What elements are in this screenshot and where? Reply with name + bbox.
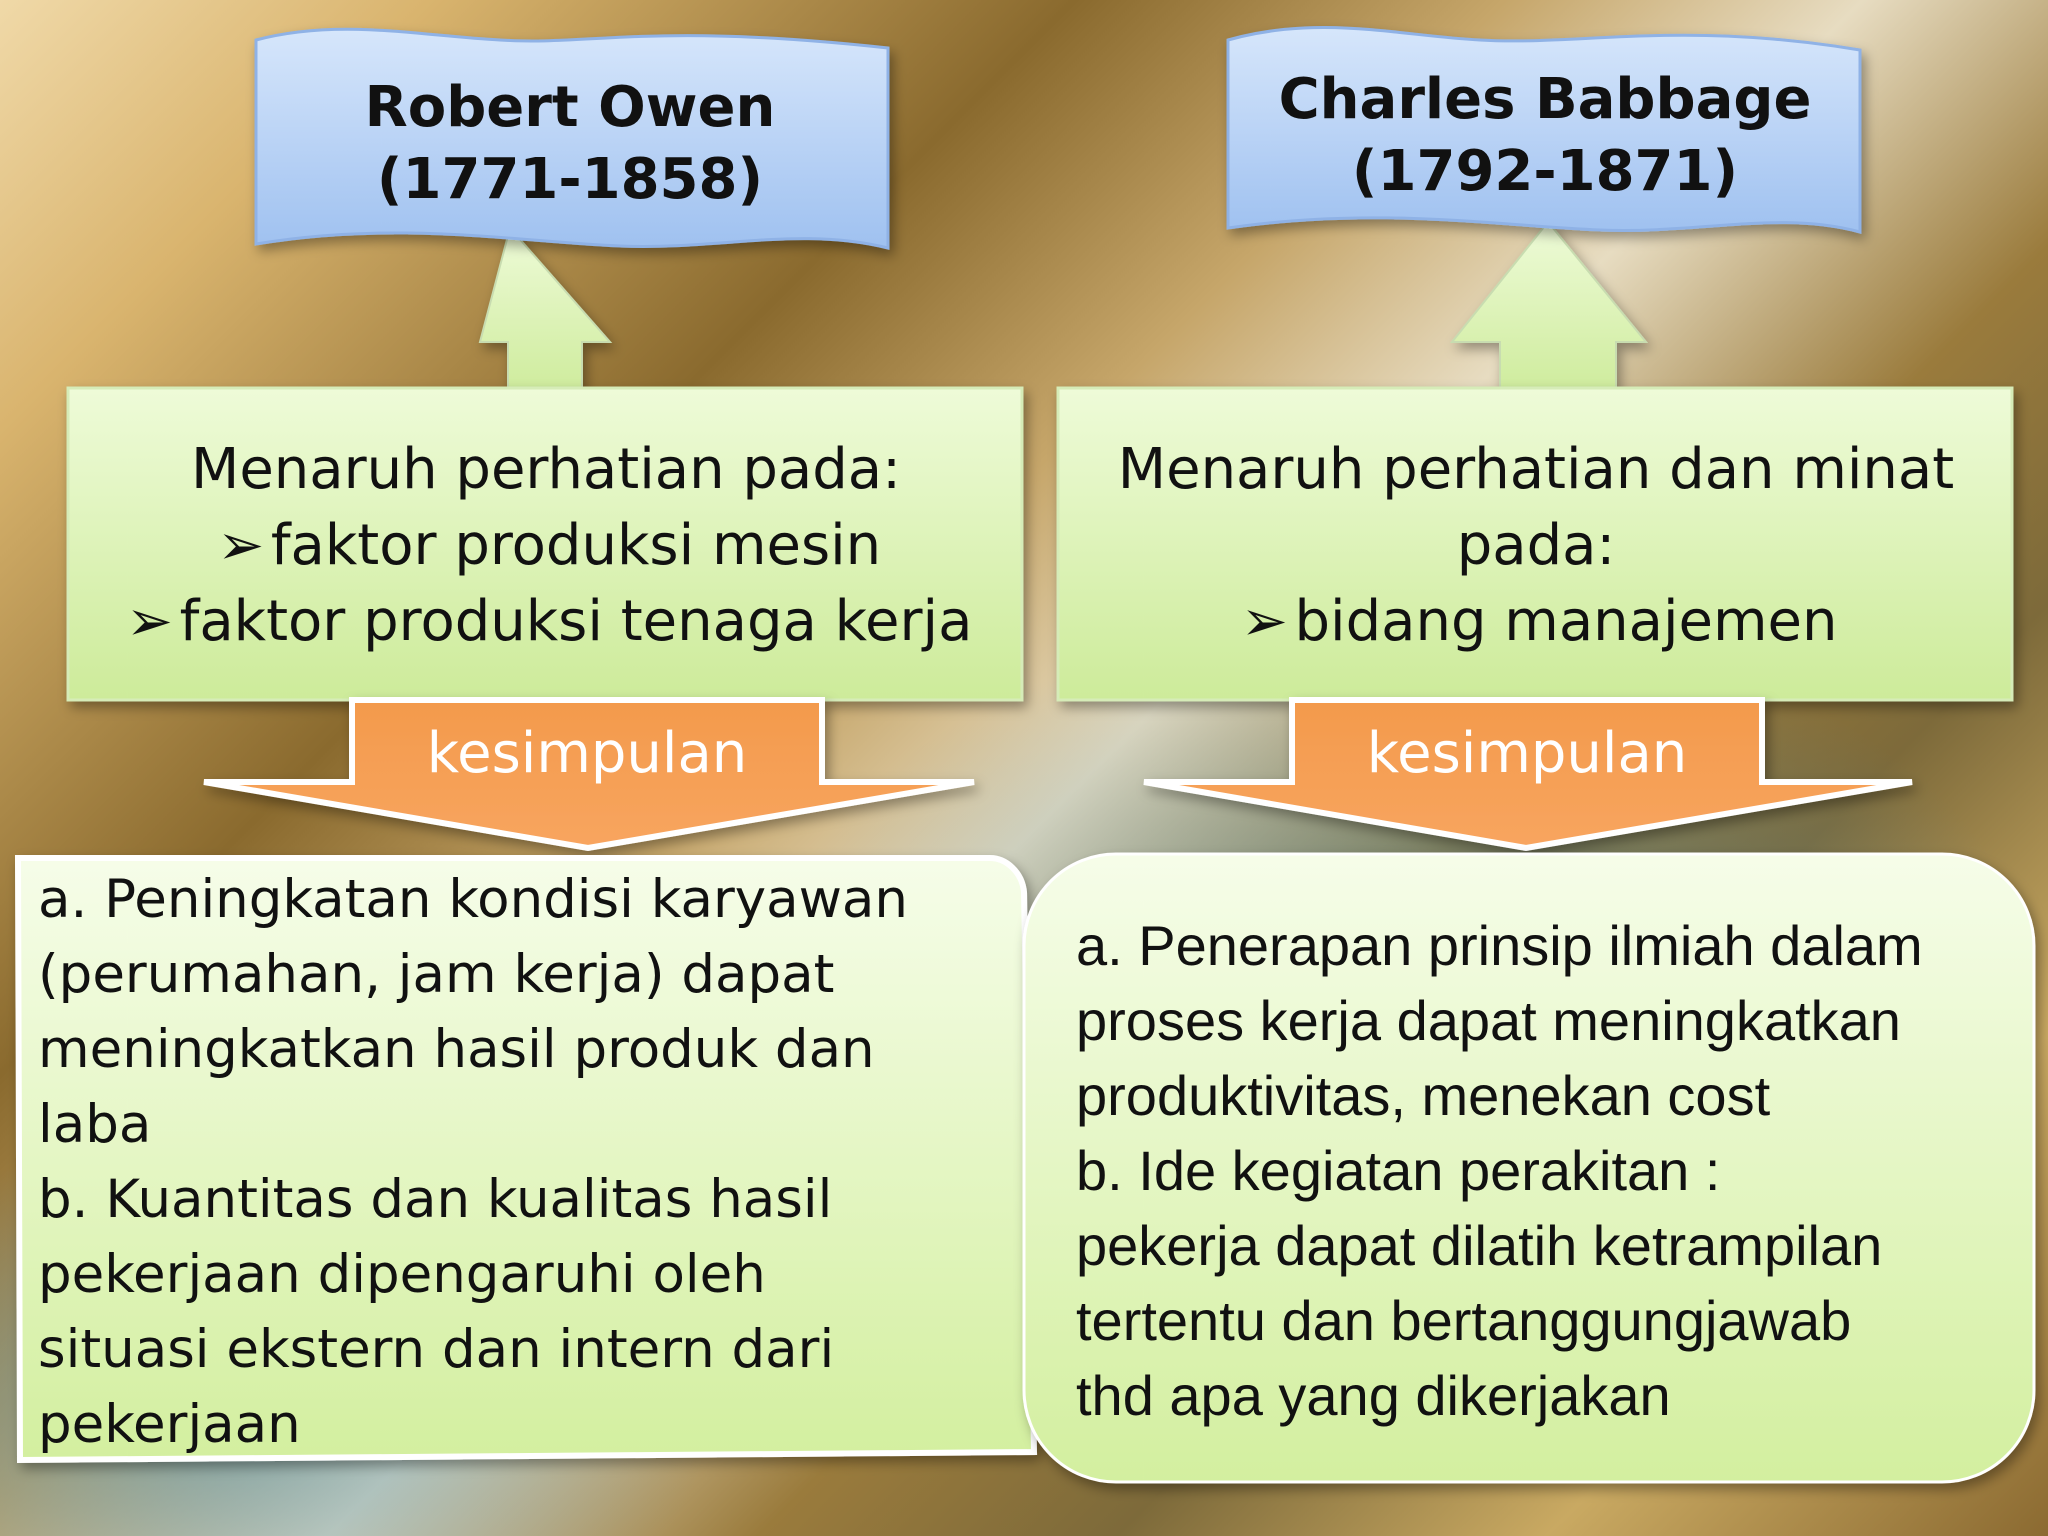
right-focus-heading-2: pada:	[1456, 513, 1616, 578]
left-focus-heading: Menaruh perhatian pada:	[191, 437, 901, 502]
left-focus-text	[74, 432, 1018, 660]
right-name: Charles Babbage	[1278, 67, 1812, 132]
right-focus-text	[1064, 432, 2008, 660]
right-years: (1792-1871)	[1351, 139, 1739, 204]
right-focus-bullet-1: ➢ bidang manajemen	[1064, 584, 2008, 660]
left-focus-bullet-1: ➢ faktor produksi mesin	[74, 508, 1018, 584]
left-conclusion-text: a. Peningkatan kondisi karyawan (perumahan, jam kerja) dapat meningkatkan hasil produk dan laba b. Kuantitas dan kualitas hasil pekerjaan dipengaruhi oleh situasi ekstern dan intern dari pekerjaan	[38, 869, 908, 1455]
left-name: Robert Owen	[364, 75, 776, 140]
left-banner-text	[300, 72, 840, 216]
left-focus-bullet-2: ➢ faktor produksi tenaga kerja	[74, 584, 1018, 660]
bullet-arrow-icon: ➢	[1241, 589, 1288, 654]
bullet-arrow-icon: ➢	[217, 513, 265, 578]
bullet-arrow-icon: ➢	[126, 589, 174, 654]
left-arrow-label: kesimpulan	[426, 721, 748, 786]
right-focus-heading: Menaruh perhatian dan minat	[1117, 437, 1955, 502]
right-banner-text	[1250, 64, 1840, 208]
right-conclusion-text: a. Penerapan prinsip ilmiah dalam proses kerja dapat meningkatkan produktivitas, menekan cost b. Ide kegiatan perakitan : pekerja dapat dilatih ketrampilan tertentu dan bertanggungjawab thd apa yang dikerjakan	[1076, 914, 1923, 1427]
left-years: (1771-1858)	[376, 147, 764, 212]
right-arrow-label: kesimpulan	[1366, 721, 1688, 786]
right-up-arrow	[1452, 222, 1646, 400]
left-up-arrow	[480, 228, 610, 400]
